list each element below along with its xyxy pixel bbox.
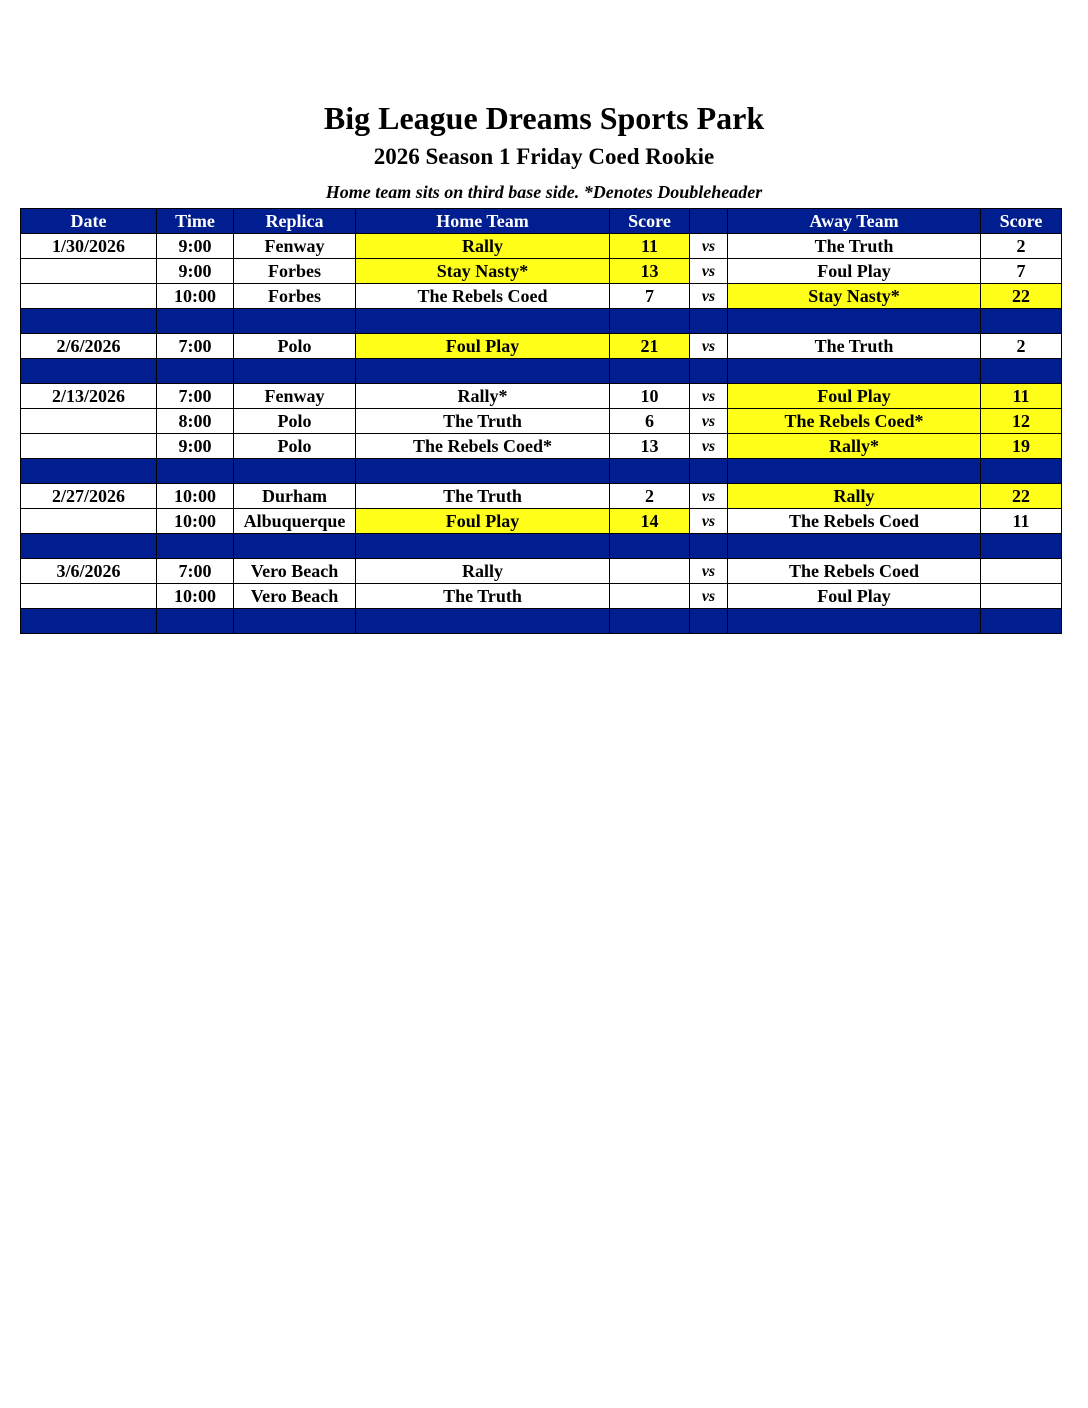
separator-row [21,359,1062,384]
separator-cell [610,359,690,384]
separator-cell [356,309,610,334]
table-row [21,509,1062,534]
vs-cell: vs [690,509,728,534]
date-cell: 1/30/2026 [21,234,157,259]
vs-cell: vs [690,434,728,459]
separator-cell [981,309,1062,334]
separator-cell [610,309,690,334]
home-team-cell: Rally [356,559,610,584]
separator-cell [21,359,157,384]
separator-cell [21,609,157,634]
column-header-vs [690,209,728,234]
replica-cell: Fenway [234,234,356,259]
date-cell: 2/13/2026 [21,384,157,409]
separator-cell [728,359,981,384]
column-header-away-score: Score [981,209,1062,234]
away-score-cell: 19 [981,434,1062,459]
separator-cell [234,359,356,384]
separator-cell [981,609,1062,634]
replica-cell: Polo [234,334,356,359]
separator-cell [728,534,981,559]
home-team-cell: The Truth [356,409,610,434]
away-team-cell: Rally [728,484,981,509]
away-score-cell: 11 [981,384,1062,409]
away-team-cell: The Rebels Coed [728,509,981,534]
vs-cell: vs [690,559,728,584]
home-score-cell: 10 [610,384,690,409]
home-team-cell: Rally [356,234,610,259]
table-row [21,334,1062,359]
table-row [21,234,1062,259]
home-score-cell: 7 [610,284,690,309]
separator-cell [157,609,234,634]
away-team-cell: Rally* [728,434,981,459]
schedule-note: Home team sits on third base side. *Denotes Doubleheader [325,182,763,202]
away-score-cell: 2 [981,234,1062,259]
separator-row [21,459,1062,484]
home-team-cell: Foul Play [356,509,610,534]
home-score-cell: 14 [610,509,690,534]
away-score-cell [981,584,1062,609]
vs-cell: vs [690,334,728,359]
separator-cell [234,609,356,634]
date-cell [21,409,157,434]
time-cell: 9:00 [157,434,234,459]
schedule-body [21,234,1062,634]
separator-row [21,309,1062,334]
table-row [21,259,1062,284]
separator-cell [21,534,157,559]
separator-cell [690,609,728,634]
date-cell: 3/6/2026 [21,559,157,584]
separator-cell [690,534,728,559]
column-header-time: Time [157,209,234,234]
separator-cell [21,309,157,334]
replica-cell: Albuquerque [234,509,356,534]
separator-cell [234,459,356,484]
separator-cell [356,459,610,484]
separator-cell [356,534,610,559]
column-header-replica: Replica [234,209,356,234]
table-row [21,409,1062,434]
separator-cell [610,534,690,559]
away-score-cell: 11 [981,509,1062,534]
home-score-cell: 13 [610,434,690,459]
separator-cell [981,459,1062,484]
column-header-home-score: Score [610,209,690,234]
away-score-cell: 2 [981,334,1062,359]
replica-cell: Vero Beach [234,584,356,609]
separator-cell [728,609,981,634]
home-team-cell: Foul Play [356,334,610,359]
schedule-table [20,208,1062,634]
separator-cell [157,359,234,384]
date-cell: 2/6/2026 [21,334,157,359]
home-score-cell: 21 [610,334,690,359]
date-cell [21,284,157,309]
home-team-cell: The Rebels Coed* [356,434,610,459]
replica-cell: Durham [234,484,356,509]
separator-cell [356,359,610,384]
column-header-date: Date [21,209,157,234]
separator-row [21,534,1062,559]
table-row [21,559,1062,584]
separator-cell [157,534,234,559]
page-title: Big League Dreams Sports Park [323,100,765,136]
time-cell: 10:00 [157,584,234,609]
time-cell: 7:00 [157,334,234,359]
table-row [21,284,1062,309]
column-header-away-team: Away Team [728,209,981,234]
separator-cell [157,459,234,484]
home-team-cell: The Truth [356,484,610,509]
page-subtitle: 2026 Season 1 Friday Coed Rookie [373,144,715,169]
separator-cell [234,534,356,559]
separator-cell [981,534,1062,559]
vs-cell: vs [690,584,728,609]
vs-cell: vs [690,234,728,259]
replica-cell: Polo [234,409,356,434]
away-score-cell [981,559,1062,584]
away-team-cell: Foul Play [728,259,981,284]
time-cell: 9:00 [157,259,234,284]
time-cell: 9:00 [157,234,234,259]
time-cell: 8:00 [157,409,234,434]
home-score-cell: 2 [610,484,690,509]
separator-cell [234,309,356,334]
replica-cell: Polo [234,434,356,459]
table-row [21,384,1062,409]
home-team-cell: The Rebels Coed [356,284,610,309]
separator-row [21,609,1062,634]
table-header-row [21,209,1062,234]
replica-cell: Fenway [234,384,356,409]
home-team-cell: Rally* [356,384,610,409]
home-team-cell: The Truth [356,584,610,609]
home-score-cell: 13 [610,259,690,284]
table-row [21,434,1062,459]
away-score-cell: 7 [981,259,1062,284]
away-score-cell: 22 [981,284,1062,309]
separator-cell [610,609,690,634]
home-score-cell [610,559,690,584]
home-score-cell: 11 [610,234,690,259]
vs-cell: vs [690,384,728,409]
separator-cell [728,309,981,334]
separator-cell [981,359,1062,384]
home-score-cell: 6 [610,409,690,434]
away-score-cell: 22 [981,484,1062,509]
away-team-cell: Stay Nasty* [728,284,981,309]
home-team-cell: Stay Nasty* [356,259,610,284]
away-team-cell: Foul Play [728,384,981,409]
vs-cell: vs [690,284,728,309]
time-cell: 10:00 [157,509,234,534]
time-cell: 7:00 [157,384,234,409]
separator-cell [728,459,981,484]
separator-cell [610,459,690,484]
vs-cell: vs [690,484,728,509]
vs-cell: vs [690,409,728,434]
away-team-cell: The Rebels Coed [728,559,981,584]
time-cell: 7:00 [157,559,234,584]
replica-cell: Vero Beach [234,559,356,584]
table-row [21,484,1062,509]
date-cell: 2/27/2026 [21,484,157,509]
away-team-cell: The Truth [728,234,981,259]
column-header-home-team: Home Team [356,209,610,234]
table-row [21,584,1062,609]
separator-cell [690,359,728,384]
separator-cell [21,459,157,484]
date-cell [21,509,157,534]
away-team-cell: The Truth [728,334,981,359]
separator-cell [690,309,728,334]
away-team-cell: The Rebels Coed* [728,409,981,434]
time-cell: 10:00 [157,484,234,509]
away-team-cell: Foul Play [728,584,981,609]
time-cell: 10:00 [157,284,234,309]
separator-cell [157,309,234,334]
away-score-cell: 12 [981,409,1062,434]
date-cell [21,584,157,609]
replica-cell: Forbes [234,259,356,284]
separator-cell [690,459,728,484]
replica-cell: Forbes [234,284,356,309]
vs-cell: vs [690,259,728,284]
home-score-cell [610,584,690,609]
separator-cell [356,609,610,634]
date-cell [21,434,157,459]
date-cell [21,259,157,284]
